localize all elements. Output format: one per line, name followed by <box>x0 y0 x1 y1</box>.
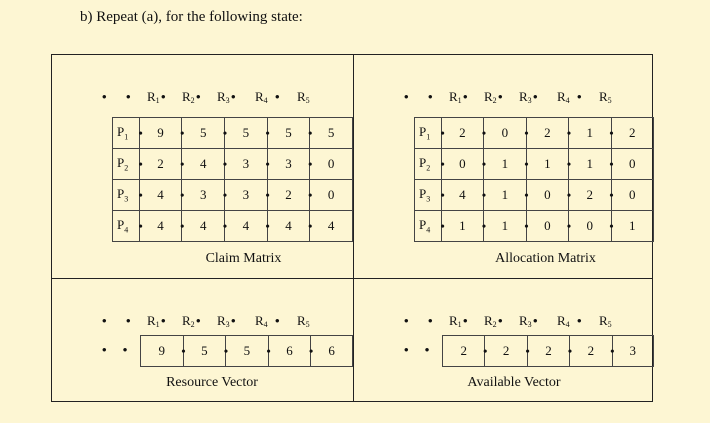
bullet: • <box>533 89 538 104</box>
cell-value: 0 <box>501 125 509 140</box>
bullet: • <box>180 126 185 140</box>
bullet: • <box>483 344 488 358</box>
cell-value: 0 <box>327 187 335 202</box>
bullet: • <box>222 188 228 202</box>
table-row <box>415 149 654 180</box>
bullet: • <box>440 157 445 171</box>
bullet: • <box>231 313 236 328</box>
resource-header-row <box>52 89 353 105</box>
table-row <box>141 336 353 367</box>
cell-value: 1 <box>586 125 594 140</box>
bullet: • <box>567 344 573 358</box>
resource-header: $R_1$ <box>449 89 462 105</box>
process-label: $P_4$ • <box>415 211 442 242</box>
matrix-cell <box>441 180 487 211</box>
bullet-row: • • <box>102 342 128 357</box>
matrix-cell <box>182 180 228 211</box>
vector-cell <box>311 336 353 367</box>
bullet: • <box>180 157 185 171</box>
matrix-cell <box>267 149 313 180</box>
bullet: • <box>524 219 529 233</box>
bullet: • <box>577 313 582 328</box>
matrix-cell <box>481 118 529 149</box>
matrix-cell <box>566 118 614 149</box>
cell-value: 0 <box>586 218 594 233</box>
matrix-cell <box>139 118 185 149</box>
cell-value: 4 <box>285 218 292 233</box>
bullet: • <box>463 313 468 328</box>
bullet: • <box>265 219 270 233</box>
bullet: • <box>609 157 614 171</box>
vector-cell <box>183 336 229 367</box>
resource-header: $R_5$ <box>297 313 310 329</box>
vector-cell <box>485 336 530 367</box>
table-row <box>415 180 654 211</box>
state-figure <box>51 54 653 402</box>
cell-value: 0 <box>629 156 636 171</box>
bullet: • <box>126 313 131 328</box>
matrix-cell <box>182 211 228 242</box>
cell-value: 3 <box>285 156 292 171</box>
cell-value: 0 <box>544 218 551 233</box>
bullet: • <box>196 313 201 328</box>
cell-value: 3 <box>629 343 636 358</box>
vector-table <box>442 335 654 367</box>
cell-value: 2 <box>544 125 551 140</box>
matrix-table <box>414 117 654 242</box>
bullet: • <box>180 188 185 202</box>
process-label: $P_4$ • <box>113 211 140 242</box>
bullet: • <box>609 188 614 202</box>
matrix-cell <box>526 180 572 211</box>
resource-vector-panel <box>52 279 353 403</box>
matrix-cell <box>139 180 185 211</box>
bullet: • <box>428 89 433 104</box>
vector-cell <box>527 336 573 367</box>
matrix-cell <box>441 211 487 242</box>
matrix-cell <box>526 118 572 149</box>
vector-cell <box>443 336 488 367</box>
cell-value: 2 <box>460 343 467 358</box>
resource-header: $R_5$ <box>599 313 612 329</box>
matrix-cell <box>310 118 353 149</box>
resource-header: $R_1$ <box>147 89 160 105</box>
matrix-cell <box>222 149 270 180</box>
matrix-cell <box>222 118 270 149</box>
matrix-caption: Claim Matrix <box>205 251 282 266</box>
cell-value: 4 <box>459 187 466 202</box>
table-row <box>415 118 654 149</box>
cell-value: 9 <box>158 343 166 358</box>
vector-caption: Resource Vector <box>166 375 258 390</box>
bullet: • <box>231 89 236 104</box>
resource-header-row <box>52 313 353 329</box>
table-row <box>443 336 654 367</box>
matrix-cell <box>441 118 487 149</box>
resource-header: $R_3$ <box>217 89 230 105</box>
matrix-cell <box>526 149 572 180</box>
matrix-cell <box>481 211 529 242</box>
bullet: • <box>266 344 271 358</box>
cell-value: 1 <box>501 187 509 202</box>
cell-value: 2 <box>459 125 466 140</box>
bullet: • <box>308 157 313 171</box>
cell-value: 2 <box>629 125 636 140</box>
bullet: • <box>161 313 166 328</box>
cell-value: 5 <box>243 343 251 358</box>
bullet: • <box>308 126 313 140</box>
bullet: • <box>498 313 503 328</box>
cell-value: 4 <box>199 156 207 171</box>
cell-value: 1 <box>544 156 551 171</box>
bullet: • <box>222 219 228 233</box>
cell-value: 2 <box>586 187 594 202</box>
table-row <box>113 211 353 242</box>
matrix-cell <box>222 211 270 242</box>
cell-value: 1 <box>586 156 594 171</box>
bullet: • <box>481 126 487 140</box>
cell-value: 6 <box>328 343 335 358</box>
matrix-cell <box>310 180 353 211</box>
bullet: • <box>440 188 445 202</box>
resource-header: $R_5$ <box>297 89 310 105</box>
table-row <box>113 149 353 180</box>
cell-value: 2 <box>285 187 292 202</box>
resource-header: $R_4$ <box>255 89 268 105</box>
cell-value: 5 <box>201 343 208 358</box>
cell-value: 1 <box>501 218 509 233</box>
resource-header: $R_5$ <box>599 89 612 105</box>
resource-header: $R_2$ <box>484 89 497 105</box>
matrix-cell <box>182 149 228 180</box>
cell-value: 2 <box>502 343 510 358</box>
bullet: • <box>404 89 409 104</box>
bullet: • <box>577 89 582 104</box>
resource-header-row <box>354 89 654 105</box>
process-label: $P_3$ • <box>415 180 442 211</box>
bullet: • <box>275 89 280 104</box>
vector-cell <box>223 336 271 367</box>
bullet: • <box>138 188 143 202</box>
matrix-cell <box>310 149 353 180</box>
cell-value: 2 <box>545 343 552 358</box>
cell-value: 4 <box>199 218 207 233</box>
bullet: • <box>481 157 487 171</box>
vector-cell <box>567 336 615 367</box>
table-row <box>113 118 353 149</box>
cell-value: 4 <box>157 187 164 202</box>
cell-value: 5 <box>242 125 250 140</box>
resource-header: $R_3$ <box>519 89 532 105</box>
vector-cell <box>268 336 314 367</box>
bullet: • <box>102 313 107 328</box>
resource-header: $R_2$ <box>484 313 497 329</box>
available-vector-panel <box>354 279 654 403</box>
matrix-cell <box>310 211 353 242</box>
matrix-cell <box>139 211 185 242</box>
claim-matrix-panel <box>52 55 353 278</box>
matrix-table <box>112 117 353 242</box>
resource-header: $R_2$ <box>182 313 195 329</box>
bullet: • <box>440 126 445 140</box>
process-label: $P_1$ • <box>415 118 442 149</box>
resource-header: $R_4$ <box>557 313 570 329</box>
resource-header: $R_1$ <box>449 313 462 329</box>
resource-header: $R_4$ <box>557 89 570 105</box>
resource-header: $R_3$ <box>519 313 532 329</box>
process-label: $P_2$ • <box>113 149 140 180</box>
matrix-cell <box>611 211 653 242</box>
cell-value: 1 <box>629 218 636 233</box>
bullet: • <box>524 157 529 171</box>
matrix-cell <box>139 149 185 180</box>
bullet: • <box>275 313 280 328</box>
cell-value: 3 <box>199 187 207 202</box>
cell-value: 1 <box>459 218 466 233</box>
allocation-matrix-panel <box>354 55 654 278</box>
vector-table <box>140 335 353 367</box>
bullet: • <box>181 344 186 358</box>
bullet: • <box>138 157 143 171</box>
bullet: • <box>609 219 614 233</box>
bullet: • <box>524 188 529 202</box>
question-heading: b) Repeat (a), for the following state: <box>80 9 303 25</box>
bullet: • <box>610 344 615 358</box>
bullet: • <box>265 157 270 171</box>
bullet: • <box>440 219 445 233</box>
bullet: • <box>481 188 487 202</box>
matrix-cell <box>481 149 529 180</box>
cell-value: 1 <box>501 156 509 171</box>
bullet: • <box>609 126 614 140</box>
vector-caption: Available Vector <box>467 375 561 390</box>
resource-header: $R_1$ <box>147 313 160 329</box>
bullet: • <box>566 126 572 140</box>
table-row <box>113 180 353 211</box>
bullet: • <box>265 188 270 202</box>
matrix-cell <box>566 211 614 242</box>
bullet: • <box>428 313 433 328</box>
bullet: • <box>161 89 166 104</box>
matrix-cell <box>267 180 313 211</box>
matrix-cell <box>526 211 572 242</box>
bullet: • <box>138 126 143 140</box>
matrix-caption: Allocation Matrix <box>495 251 596 266</box>
matrix-cell <box>222 180 270 211</box>
cell-value: 3 <box>242 187 250 202</box>
bullet: • <box>525 344 530 358</box>
matrix-cell <box>611 149 653 180</box>
matrix-cell <box>182 118 228 149</box>
bullet: • <box>524 126 529 140</box>
vector-cell <box>612 336 654 367</box>
bullet: • <box>138 219 143 233</box>
bullet: • <box>265 126 270 140</box>
bullet: • <box>196 89 201 104</box>
process-label: $P_3$ • <box>113 180 140 211</box>
matrix-cell <box>267 118 313 149</box>
bullet: • <box>498 89 503 104</box>
cell-value: 6 <box>286 343 293 358</box>
matrix-cell <box>267 211 313 242</box>
bullet: • <box>566 219 572 233</box>
bullet: • <box>481 219 487 233</box>
bullet: • <box>222 126 228 140</box>
cell-value: 2 <box>587 343 595 358</box>
cell-value: 2 <box>157 156 164 171</box>
vector-cell <box>141 336 184 367</box>
cell-value: 4 <box>327 218 335 233</box>
cell-value: 0 <box>544 187 551 202</box>
resource-header: $R_2$ <box>182 89 195 105</box>
bullet: • <box>308 188 313 202</box>
process-label: $P_2$ • <box>415 149 442 180</box>
table-row <box>415 211 654 242</box>
cell-value: 5 <box>199 125 207 140</box>
cell-value: 0 <box>629 187 636 202</box>
cell-value: 0 <box>459 156 466 171</box>
bullet: • <box>222 157 228 171</box>
matrix-cell <box>611 118 653 149</box>
bullet: • <box>404 313 409 328</box>
bullet: • <box>309 344 314 358</box>
bullet: • <box>180 219 185 233</box>
cell-value: 3 <box>242 156 250 171</box>
cell-value: 5 <box>285 125 292 140</box>
cell-value: 4 <box>157 218 164 233</box>
cell-value: 0 <box>327 156 335 171</box>
bullet: • <box>102 89 107 104</box>
bullet: • <box>533 313 538 328</box>
process-label: $P_1$ • <box>113 118 140 149</box>
bullet: • <box>463 89 468 104</box>
bullet: • <box>126 89 131 104</box>
bullet: • <box>566 188 572 202</box>
resource-header: $R_3$ <box>217 313 230 329</box>
resource-header-row <box>354 313 654 329</box>
cell-value: 4 <box>242 218 250 233</box>
bullet: • <box>223 344 229 358</box>
bullet-row: • • <box>404 342 430 357</box>
matrix-cell <box>481 180 529 211</box>
bullet: • <box>566 157 572 171</box>
resource-header: $R_4$ <box>255 313 268 329</box>
cell-value: 9 <box>157 125 164 140</box>
bullet: • <box>308 219 313 233</box>
cell-value: 5 <box>327 125 335 140</box>
matrix-cell <box>441 149 487 180</box>
matrix-cell <box>566 180 614 211</box>
matrix-cell <box>611 180 653 211</box>
matrix-cell <box>566 149 614 180</box>
